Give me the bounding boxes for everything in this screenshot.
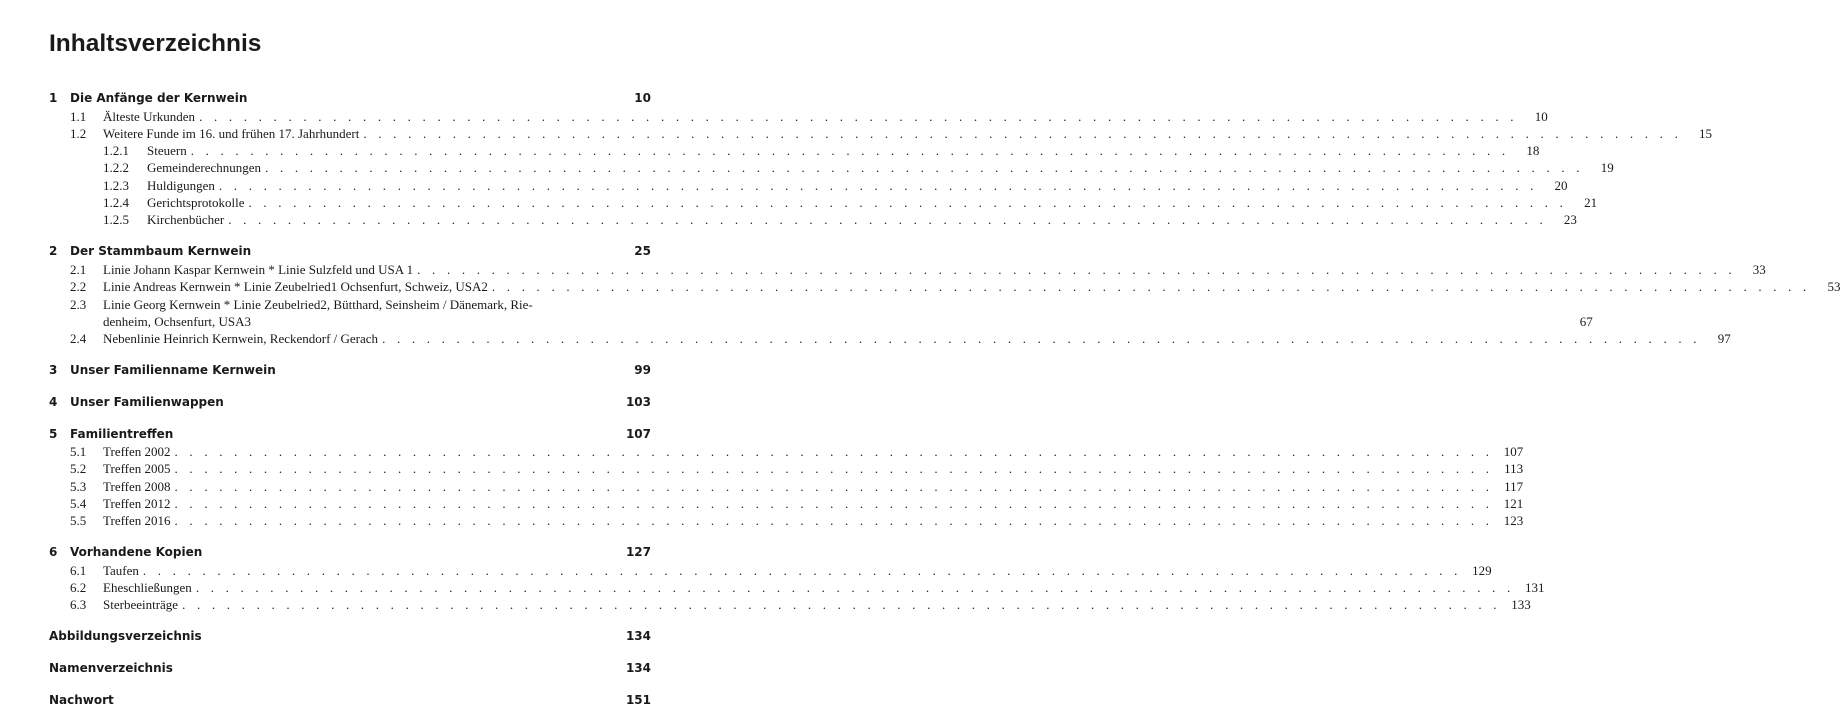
toc-chapter-2[interactable] [49, 244, 651, 262]
chapter-number: 3 [49, 362, 58, 377]
section-page: 131 [1524, 579, 1545, 595]
dot-leader [199, 109, 1518, 125]
table-of-contents [49, 91, 1841, 710]
section-number: 2.1 [70, 261, 87, 277]
subsection-page: 18 [1526, 143, 1540, 159]
backmatter-page: 134 [625, 660, 651, 675]
section-page: 97 [1717, 330, 1731, 346]
section-title: Treffen 2005 [103, 461, 171, 477]
chapter-number: 1 [49, 91, 58, 105]
chapter-page: 107 [625, 426, 651, 441]
toc-chapter-4[interactable] [49, 395, 651, 413]
dot-leader [175, 461, 1494, 477]
dot-leader [248, 195, 1567, 211]
dot-leader [196, 580, 1515, 596]
subsection-page: 21 [1584, 194, 1598, 210]
backmatter-title: Namenverzeichnis [49, 660, 173, 675]
subsection-page: 23 [1563, 212, 1577, 228]
section-title: Treffen 2012 [103, 495, 171, 511]
dot-leader [363, 126, 1682, 142]
subsection-title: Gerichtsprotokolle [147, 194, 245, 210]
dot-leader [175, 479, 1494, 495]
toc-section-1-2[interactable] [49, 125, 1713, 143]
section-number: 5.3 [70, 478, 87, 494]
section-page: 67 [1579, 314, 1593, 330]
toc-section-6-3[interactable] [49, 597, 1531, 614]
section-page: 10 [1534, 108, 1548, 124]
section-title: Treffen 2008 [103, 478, 171, 494]
toc-chapter-6[interactable] [49, 545, 651, 563]
section-title-line-2: denheim, Ochsenfurt, USA3 [103, 314, 252, 330]
toc-chapter-3[interactable] [49, 363, 651, 381]
toc-namenverzeichnis[interactable] [49, 661, 651, 679]
dot-leader [219, 178, 1538, 194]
toc-section-6-2[interactable] [49, 579, 1545, 597]
chapter-title: Vorhandene Kopien [70, 545, 203, 560]
toc-subsection-1-2-2[interactable] [49, 160, 1614, 177]
section-number: 2.2 [70, 278, 87, 294]
section-page: 129 [1472, 562, 1492, 578]
chapter-page: 10 [634, 91, 651, 105]
chapter-title: Die Anfänge der Kernwein [70, 91, 248, 105]
subsection-number: 1.2.3 [103, 177, 129, 193]
dot-leader [175, 444, 1494, 460]
backmatter-title: Nachwort [49, 692, 114, 707]
dot-leader [182, 597, 1501, 613]
subsection-title: Gemeinderechnungen [147, 160, 262, 176]
toc-nachwort[interactable] [49, 693, 651, 711]
subsection-number: 1.2.1 [103, 143, 129, 159]
section-number: 2.3 [70, 297, 87, 313]
backmatter-page: 151 [625, 692, 651, 707]
section-number: 5.1 [70, 444, 87, 460]
chapter-number: 4 [49, 394, 58, 409]
section-number: 5.4 [70, 495, 87, 511]
section-title: Älteste Urkunden [103, 108, 196, 124]
toc-section-6-1[interactable] [49, 562, 1492, 580]
section-page: 113 [1504, 461, 1524, 477]
toc-section-5-1[interactable] [49, 444, 1524, 461]
section-page: 15 [1699, 125, 1713, 141]
subsection-number: 1.2.2 [103, 160, 129, 176]
toc-subsection-1-2-3[interactable] [49, 177, 1568, 195]
section-title: Sterbeeinträge [103, 597, 179, 613]
toc-section-5-4[interactable] [49, 495, 1524, 513]
dot-leader [265, 160, 1584, 176]
toc-section-2-1[interactable] [49, 261, 1766, 279]
section-number: 6.2 [70, 579, 87, 595]
subsection-title: Huldigungen [147, 177, 215, 193]
toc-chapter-1[interactable] [49, 91, 651, 109]
subsection-title: Steuern [147, 143, 187, 159]
chapter-number: 2 [49, 244, 58, 259]
toc-subsection-1-2-4[interactable] [49, 194, 1598, 212]
subsection-page: 20 [1554, 177, 1568, 193]
section-page: 133 [1511, 597, 1531, 613]
toc-abbildungsverzeichnis[interactable] [49, 629, 651, 647]
toc-section-5-2[interactable] [49, 461, 1524, 478]
section-number: 5.2 [70, 461, 87, 477]
section-number: 2.4 [70, 330, 87, 346]
toc-subsection-1-2-1[interactable] [49, 143, 1540, 160]
section-number: 1.1 [70, 108, 87, 124]
toc-section-2-2[interactable] [49, 278, 1841, 296]
toc-subsection-1-2-5[interactable] [49, 212, 1577, 229]
section-number: 6.3 [70, 597, 87, 613]
chapter-title: Familientreffen [70, 426, 174, 441]
chapter-title: Unser Familienname Kernwein [70, 362, 276, 377]
section-title: Linie Johann Kaspar Kernwein * Linie Sulzfeld und USA 1 [103, 261, 414, 277]
chapter-number: 6 [49, 545, 58, 560]
dot-leader [417, 262, 1736, 278]
subsection-page: 19 [1600, 160, 1614, 176]
page-title: Inhaltsverzeichnis [49, 30, 262, 57]
section-number: 5.5 [70, 513, 87, 529]
dot-leader [175, 496, 1494, 512]
chapter-number: 5 [49, 426, 58, 441]
section-title: Treffen 2016 [103, 513, 171, 529]
toc-section-1-1[interactable] [49, 108, 1548, 126]
section-page: 121 [1503, 495, 1524, 511]
backmatter-page: 134 [625, 628, 651, 643]
dot-leader [228, 212, 1547, 228]
subsection-number: 1.2.5 [103, 212, 129, 228]
chapter-page: 127 [625, 545, 651, 560]
section-title: Nebenlinie Heinrich Kernwein, Reckendorf / Gerach [103, 330, 379, 346]
chapter-page: 99 [634, 362, 651, 377]
subsection-number: 1.2.4 [103, 194, 129, 210]
section-page: 107 [1503, 444, 1524, 460]
section-title-line-1: Linie Georg Kernwein * Linie Zeubelried2, Bütthard, Seinsheim / Dänemark, Rie- [103, 297, 533, 313]
toc-section-2-4[interactable] [49, 330, 1731, 348]
chapter-title: Der Stammbaum Kernwein [70, 244, 252, 259]
chapter-page: 25 [634, 244, 651, 259]
chapter-page: 103 [625, 394, 651, 409]
section-page: 53 [1827, 278, 1841, 294]
section-page: 117 [1504, 478, 1524, 494]
section-title: Linie Andreas Kernwein * Linie Zeubelried1 Ochsenfurt, Schweiz, USA2 [103, 278, 488, 294]
section-body [103, 296, 1593, 331]
toc-section-2-3[interactable] [49, 296, 1593, 331]
toc-section-5-5[interactable] [49, 513, 1524, 530]
section-number: 6.1 [70, 562, 87, 578]
section-page: 33 [1752, 261, 1766, 277]
section-title-line-2-row [103, 313, 1593, 330]
chapter-title: Unser Familienwappen [70, 394, 224, 409]
section-title: Treffen 2002 [103, 444, 171, 460]
dot-leader [191, 143, 1510, 159]
dot-leader [175, 513, 1494, 529]
section-title: Taufen [103, 562, 139, 578]
section-title: Eheschließungen [103, 579, 192, 595]
dot-leader [143, 563, 1462, 579]
section-page: 123 [1503, 513, 1524, 529]
toc-chapter-5[interactable] [49, 427, 651, 445]
backmatter-title: Abbildungsverzeichnis [49, 628, 202, 643]
subsection-title: Kirchenbücher [147, 212, 225, 228]
dot-leader [492, 279, 1811, 295]
toc-section-5-3[interactable] [49, 478, 1524, 496]
section-title: Weitere Funde im 16. und frühen 17. Jahrhundert [103, 125, 360, 141]
section-number: 1.2 [70, 125, 87, 141]
dot-leader [382, 331, 1701, 347]
